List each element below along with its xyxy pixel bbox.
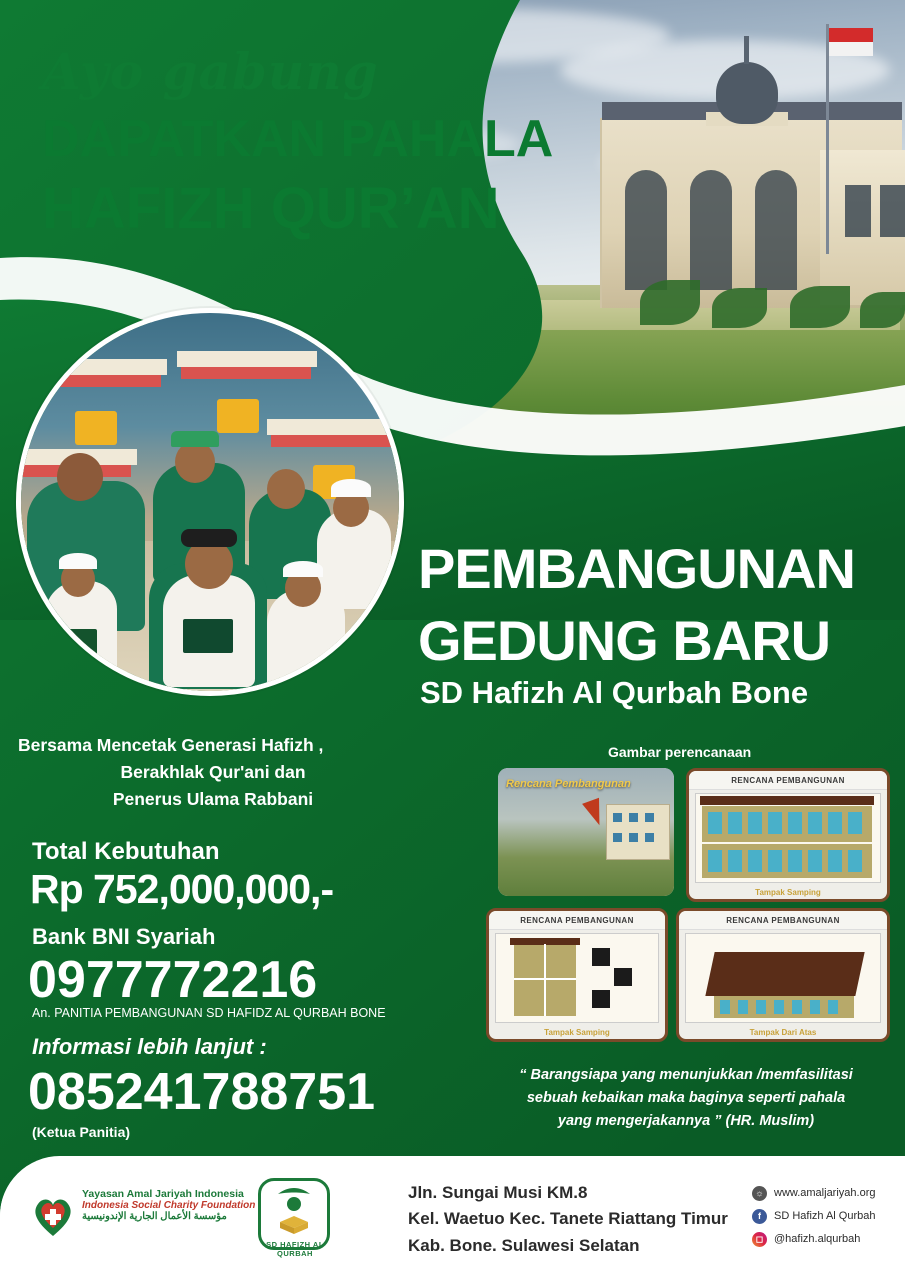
foundation-logo: [30, 1182, 76, 1240]
plan-caption-bottom: Tampak Samping: [755, 888, 821, 897]
plan-caption-top: RENCANA PEMBANGUNAN: [679, 911, 887, 930]
instagram-icon: ◻: [752, 1232, 767, 1247]
quote-line-3: yang mengerjakannya ” (HR. Muslim): [557, 1113, 815, 1130]
total-amount: Rp 752,000,000,-: [30, 866, 334, 912]
info-label: Informasi lebih lanjut :: [32, 1034, 267, 1059]
plan-drawing: [695, 793, 881, 883]
globe-icon: ☼: [752, 1186, 767, 1201]
plan-caption-bottom: Tampak Samping: [544, 1028, 610, 1037]
headline-line-2: HAFIZH QUR’AN: [42, 176, 500, 241]
slogan-line-3: Penerus Ulama Rabbani: [112, 789, 314, 810]
desk-top: [37, 359, 167, 375]
address-line-3: Kab. Bone. Sulawesi Selatan: [408, 1235, 640, 1255]
contact-website[interactable]: [752, 1186, 876, 1201]
facebook-icon: f: [752, 1209, 767, 1224]
plans-title: Gambar perencanaan: [608, 744, 752, 760]
plan-caption-top: RENCANA PEMBANGUNAN: [489, 911, 665, 930]
total-label: Total Kebutuhan: [32, 838, 220, 865]
quote-line-2: sebuah kebaikan maka baginya seperti pahala: [526, 1090, 846, 1107]
plan-render-2[interactable]: [686, 768, 890, 902]
plan-drawing: [685, 933, 881, 1023]
kopiah-icon: [331, 479, 371, 497]
account-holder-name: An. PANITIA PEMBANGUNAN SD HAFIDZ AL QURBAH BONE: [32, 1006, 386, 1020]
plan-overlay-label: Rencana Pembangunan: [506, 778, 631, 790]
school-logo-caption: SD HAFIZH AL QURBAH: [266, 1240, 324, 1258]
contact-role: (Ketua Panitia): [32, 1124, 131, 1140]
plan-render-3[interactable]: [486, 908, 668, 1042]
project-title-line-2: GEDUNG BARU: [418, 609, 831, 672]
project-title-line-1: PEMBANGUNAN: [418, 537, 855, 600]
address-line-1: Jln. Sungai Musi KM.8: [408, 1183, 588, 1202]
contact-website-label: www.amaljariyah.org: [774, 1186, 876, 1199]
student-head: [175, 441, 215, 483]
desk: [181, 365, 311, 379]
headline-line-1: DAPATKAN PAHALA: [42, 110, 554, 168]
contact-phone[interactable]: 085241788751: [28, 1063, 376, 1121]
foundation-name-ar: مؤسسة الأعمال الجارية الإندونيسية: [82, 1211, 227, 1222]
cap-icon: [171, 431, 219, 447]
planned-building-sketch: [606, 804, 670, 860]
desk: [41, 373, 161, 387]
student-head: [267, 469, 305, 509]
address: [408, 1180, 728, 1259]
contact-instagram-label: @hafizh.alqurbah: [774, 1232, 861, 1245]
chair: [217, 399, 259, 433]
bank-account-number: 0977772216: [28, 951, 318, 1009]
chair: [75, 411, 117, 445]
foundation-name-id: Yayasan Amal Jariyah Indonesia: [82, 1188, 244, 1200]
plan-caption-bottom: Tampak Dari Atas: [749, 1028, 817, 1037]
desk-top: [267, 419, 397, 435]
plan-photo-1[interactable]: [498, 768, 674, 896]
kopiah-icon: [59, 553, 97, 569]
slogan-line-1: Bersama Mencetak Generasi Hafizh ,: [18, 735, 324, 755]
contact-list: [752, 1186, 876, 1255]
slogan: [18, 732, 408, 813]
bank-label: Bank BNI Syariah: [32, 924, 216, 949]
contact-instagram[interactable]: [752, 1232, 876, 1247]
contact-facebook[interactable]: [752, 1209, 876, 1224]
kopiah-icon: [283, 561, 323, 577]
quote-line-1: “ Barangsiapa yang menunjukkan /memfasilitasi: [519, 1067, 853, 1083]
kopiah-icon: [181, 529, 237, 547]
plan-drawing: [495, 933, 659, 1023]
headline-script: Ayo gabung: [42, 42, 379, 101]
quran-book: [51, 629, 97, 655]
slogan-line-2: Berakhlak Qur'ani dan: [120, 762, 306, 783]
classroom-photo: [16, 308, 404, 696]
teacher-head: [57, 453, 103, 501]
desk-top: [177, 351, 317, 367]
plan-render-4[interactable]: [676, 908, 890, 1042]
address-line-2: Kel. Waetuo Kec. Tanete Riattang Timur: [408, 1209, 728, 1229]
hadith-quote: [486, 1064, 886, 1134]
foundation-name: [82, 1188, 262, 1222]
plan-caption-top: RENCANA PEMBANGUNAN: [689, 771, 887, 790]
quran-book: [183, 619, 233, 653]
contact-facebook-label: SD Hafizh Al Qurbah: [774, 1209, 876, 1222]
project-subtitle: SD Hafizh Al Qurbah Bone: [420, 675, 809, 710]
foundation-name-en: Indonesia Social Charity Foundation: [82, 1200, 256, 1211]
desk: [271, 433, 391, 447]
